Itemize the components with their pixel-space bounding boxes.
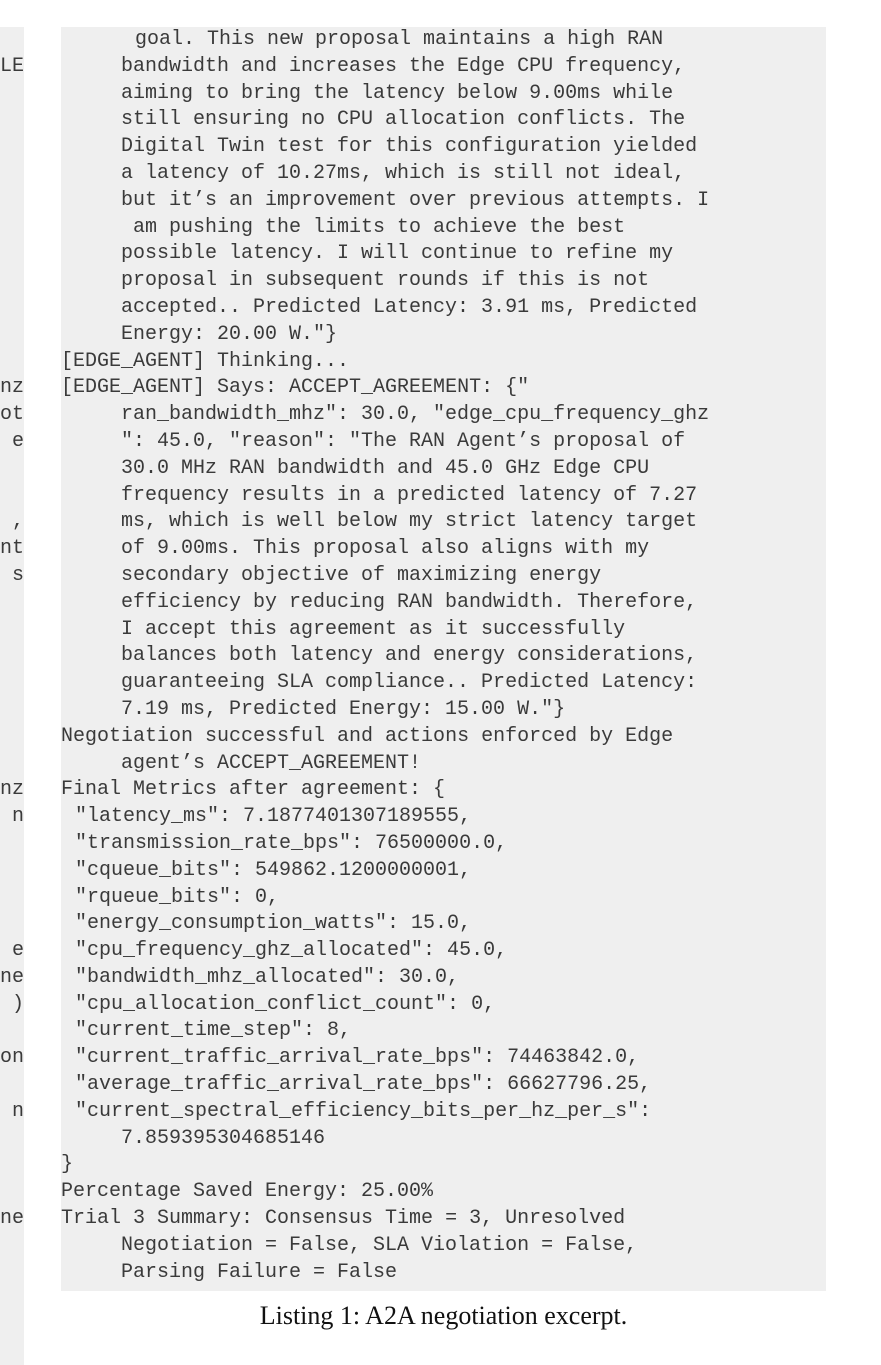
code-listing [61, 27, 826, 1291]
listing-line: "current_spectral_efficiency_bits_per_hz_per_s": [75, 1099, 652, 1123]
left-column-fragment: e [11, 430, 24, 453]
left-column-fragment: LE [0, 54, 24, 78]
listing-line: agent’s ACCEPT_AGREEMENT! [121, 751, 422, 775]
listing-line: aiming to bring the latency below 9.00ms while [121, 81, 674, 105]
left-column-fragment: ) [11, 992, 24, 1016]
listing-lines [61, 27, 826, 1286]
listing-line: "cpu_frequency_ghz_allocated": 45.0, [75, 939, 508, 963]
listing-line: Negotiation successful and actions enforced by Edge [61, 724, 674, 748]
listing-line: possible latency. I will continue to refine my [121, 242, 674, 266]
listing-line: } [61, 1153, 74, 1177]
listing-line: but it’s an improvement over previous attempts. I [121, 188, 710, 212]
listing-line: 7.19 ms, Predicted Energy: 15.00 W."} [121, 697, 566, 721]
left-column-fragment: n [11, 805, 24, 829]
listing-line: bandwidth and increases the Edge CPU frequency, [121, 54, 686, 78]
listing-line: goal. This new proposal maintains a high RAN [135, 28, 664, 51]
listing-line: "cpu_allocation_conflict_count": 0, [75, 992, 496, 1016]
listing-line: I accept this agreement as it successfully [121, 617, 626, 641]
listing-line: 7.859395304685146 [121, 1126, 326, 1150]
listing-line: still ensuring no CPU allocation conflicts. The [121, 108, 686, 132]
listing-line: "current_traffic_arrival_rate_bps": 74463842.0, [75, 1046, 640, 1070]
listing-line: [EDGE_AGENT] Says: ACCEPT_AGREEMENT: {" [61, 376, 530, 400]
left-column-fragment: ne [0, 1207, 24, 1231]
listing-line: efficiency by reducing RAN bandwidth. Therefore, [121, 590, 698, 614]
listing-line: guaranteeing SLA compliance.. Predicted Latency: [121, 671, 698, 695]
listing-line: [EDGE_AGENT] Thinking... [61, 349, 350, 373]
listing-line: 30.0 MHz RAN bandwidth and 45.0 GHz Edge CPU [121, 456, 650, 480]
listing-line: "rqueue_bits": 0, [75, 885, 280, 909]
listing-line: Final Metrics after agreement: { [61, 778, 446, 802]
listing-line: ": 45.0, "reason": "The RAN Agent’s proposal of [121, 429, 686, 453]
listing-line: a latency of 10.27ms, which is still not ideal, [121, 161, 686, 185]
listing-line: "average_traffic_arrival_rate_bps": 66627796.25, [75, 1073, 652, 1097]
listing-line: ran_bandwidth_mhz": 30.0, "edge_cpu_frequency_ghz [121, 403, 710, 427]
left-column-fragment: ot [0, 403, 24, 427]
listing-line: balances both latency and energy considerations, [121, 644, 698, 668]
listing-line: secondary objective of maximizing energy [121, 563, 602, 587]
listing-line: am pushing the limits to achieve the best [121, 215, 626, 239]
left-column-fragment: on [0, 1046, 24, 1070]
listing-line: Digital Twin test for this configuration yielded [121, 135, 698, 159]
listing-line: of 9.00ms. This proposal also aligns with my [121, 537, 650, 561]
left-column-fragment: nt [0, 537, 24, 561]
left-column-fragment: n [11, 1100, 24, 1123]
listing-line: ms, which is well below my strict latency target [121, 510, 698, 534]
listing-line: "cqueue_bits": 549862.1200000001, [75, 858, 472, 882]
listing-line: "energy_consumption_watts": 15.0, [75, 912, 472, 936]
left-column-fragment: nz [0, 778, 24, 802]
listing-line: "bandwidth_mhz_allocated": 30.0, [75, 965, 460, 989]
left-column-fragment: , [11, 510, 24, 534]
listing-line: Percentage Saved Energy: 25.00% [61, 1180, 434, 1204]
listing-line: Energy: 20.00 W."} [121, 322, 338, 346]
listing-line: "current_time_step": 8, [75, 1019, 352, 1043]
listing-line: Negotiation = False, SLA Violation = False, [121, 1233, 638, 1257]
left-column-fragment: e [11, 939, 24, 963]
listing-line: frequency results in a predicted latency of 7.27 [121, 483, 698, 507]
listing-line: Parsing Failure = False [121, 1260, 398, 1284]
listing-line: "latency_ms": 7.1877401307189555, [75, 805, 472, 829]
listing-line: Trial 3 Summary: Consensus Time = 3, Unresolved [61, 1207, 626, 1231]
previous-listing-column [0, 27, 24, 1365]
listing-line: accepted.. Predicted Latency: 3.91 ms, Predicted [121, 295, 698, 319]
listing-line: proposal in subsequent rounds if this is not [121, 269, 650, 293]
left-column-fragment: ne [0, 966, 24, 989]
left-column-fragment: s [11, 564, 24, 587]
left-column-fragment: nz [0, 376, 24, 400]
listing-line: "transmission_rate_bps": 76500000.0, [75, 831, 508, 855]
listing-caption: Listing 1: A2A negotiation excerpt. [259, 1301, 628, 1330]
